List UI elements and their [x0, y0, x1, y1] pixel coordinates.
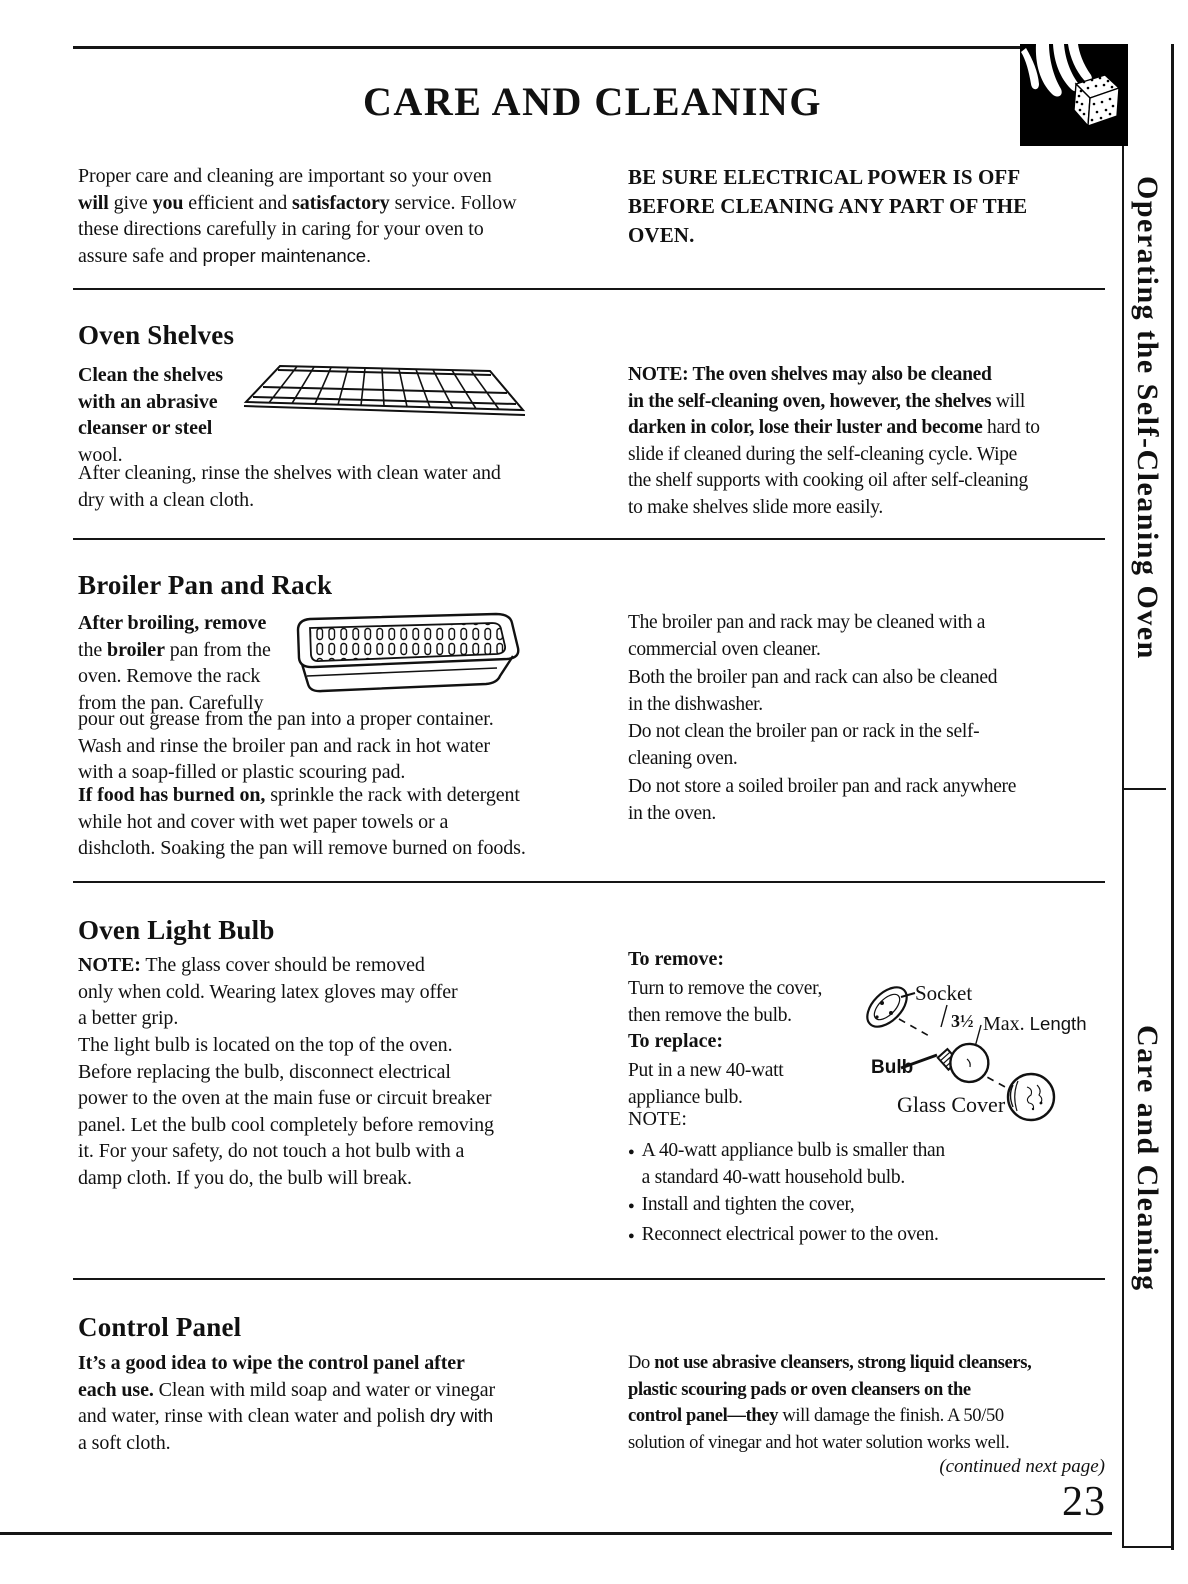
page-number: 23 — [1062, 1479, 1106, 1525]
broiler-pan-illustration — [278, 612, 528, 698]
bulb-location-paragraph: The light bulb is located on the top of the oven. Before replacing the bulb, disconnect electrical power to the oven at the main fuse or circuit breaker panel. Let the bulb cool completely before removing it. For your safety, do not touch a hot bulb with a damp cloth. If you do, the bulb will break. — [78, 1034, 494, 1189]
intro-paragraph: Proper care and cleaning are important so your oven will give you efficient and satisfactory service. Follow these directions carefully in caring for your oven to assure safe and proper maintenance. — [78, 165, 517, 267]
section-divider-3 — [73, 881, 1105, 883]
oven-shelves-after-text: After cleaning, rinse the shelves with clean water and dry with a clean cloth. — [78, 462, 501, 511]
to-remove-text: Turn to remove the cover, then remove the bulb. — [628, 978, 823, 1026]
bullet-icon: ● — [628, 1230, 635, 1242]
bulb-bullet-3 — [628, 1222, 939, 1250]
bullet-icon: ● — [628, 1146, 635, 1158]
bulb-bullet-2 — [628, 1192, 854, 1220]
sidebar-tab-care-cleaning: Care and Cleaning — [1131, 1024, 1164, 1292]
oven-shelves-note: NOTE: The oven shelves may also be cleaned in the self-cleaning oven, however, the shelves will darken in color, lose their luster and become hard to slide if cleaned during the self-cleaning cycle. Wipe the shelf supports with cooking oil after self-cleaning to make shelves slide more easily. — [628, 364, 1040, 518]
bulb-bullet-3-text: Reconnect electrical power to the oven. — [641, 1224, 939, 1245]
bulb-label: Bulb — [871, 1057, 914, 1078]
socket-label: Socket — [915, 981, 973, 1005]
bulb-diagram — [855, 975, 1090, 1125]
section-divider-2 — [73, 538, 1105, 540]
control-panel-right: Do not use abrasive cleansers, strong liquid cleansers, plastic scouring pads or oven cleansers on the control panel—they will damage the finish. A 50/50 solution of vinegar and hot water solution works well. — [628, 1353, 1032, 1453]
broiler-right-p4: Do not store a soiled broiler pan and rack anywhere in the oven. — [628, 776, 1017, 824]
broiler-burned-text: If food has burned on, sprinkle the rack with detergent while hot and cover with wet paper towels or a dishcloth. Soaking the pan will remove burned on foods. — [78, 784, 526, 859]
bullet-icon: ● — [628, 1200, 635, 1212]
broiler-right-p3: Do not clean the broiler pan or rack in the self- cleaning oven. — [628, 721, 980, 769]
bulb-note-label: NOTE: — [628, 1108, 687, 1130]
to-replace-text: Put in a new 40-watt appliance bulb. — [628, 1060, 784, 1108]
bottom-rule — [0, 1532, 1112, 1535]
heading-broiler-pan: Broiler Pan and Rack — [78, 570, 333, 600]
heading-oven-light-bulb: Oven Light Bulb — [78, 915, 275, 945]
continued-note: (continued next page) — [939, 1456, 1105, 1477]
broiler-cont-text: pour out grease from the pan into a proper container. Wash and rinse the broiler pan and rack in hot water with a soap-filled or plastic scouring pad. — [78, 708, 494, 783]
max-label-sans: Length — [1029, 1013, 1087, 1034]
to-replace-label: To replace: — [628, 1030, 723, 1052]
glass-cover-label: Glass Cover — [897, 1092, 1006, 1117]
sidebar-bottom-line — [1122, 1546, 1174, 1548]
top-rule — [73, 46, 1112, 49]
page-title: CARE AND CLEANING — [363, 79, 822, 124]
broiler-right-p2: Both the broiler pan and rack can also be cleaned in the dishwasher. — [628, 667, 998, 715]
max-length-value: 3½ — [951, 1011, 974, 1031]
to-remove-label: To remove: — [628, 948, 725, 970]
power-off-warning: BE SURE ELECTRICAL POWER IS OFF BEFORE CLEANING ANY PART OF THE OVEN. — [628, 165, 1028, 247]
sidebar-tab-divider — [1122, 788, 1166, 790]
oven-shelves-lead: Clean the shelves with an abrasive cleanser or steel wool. — [78, 364, 223, 466]
max-label-serif: Max. — [983, 1013, 1025, 1035]
bulb-bullet-1-text: A 40-watt appliance bulb is smaller than a standard 40-watt household bulb. — [641, 1140, 945, 1188]
oven-shelf-illustration — [240, 360, 530, 426]
heading-control-panel: Control Panel — [78, 1312, 242, 1342]
bulb-bullet-2-text: Install and tighten the cover, — [641, 1194, 855, 1215]
broiler-lead: After broiling, remove the broiler pan from the oven. Remove the rack from the pan. Carefully — [78, 612, 271, 714]
control-panel-left: It’s a good idea to wipe the control panel after each use. Clean with mild soap and water or vinegar and water, rinse with clean water and polish dry with a soft cloth. — [78, 1352, 496, 1454]
max-length-label — [983, 1013, 1087, 1036]
sidebar-tab-operating: Operating the Self-Cleaning Oven — [1131, 175, 1164, 660]
section-divider-1 — [73, 288, 1105, 290]
broiler-right-p1: The broiler pan and rack may be cleaned with a commercial oven cleaner. — [628, 612, 986, 660]
section-divider-4 — [73, 1278, 1105, 1280]
bulb-bullet-1 — [628, 1138, 945, 1191]
bulb-note-paragraph: NOTE: The glass cover should be removed only when cold. Wearing latex gloves may offer a better grip. — [78, 954, 458, 1029]
heading-oven-shelves: Oven Shelves — [78, 320, 235, 350]
